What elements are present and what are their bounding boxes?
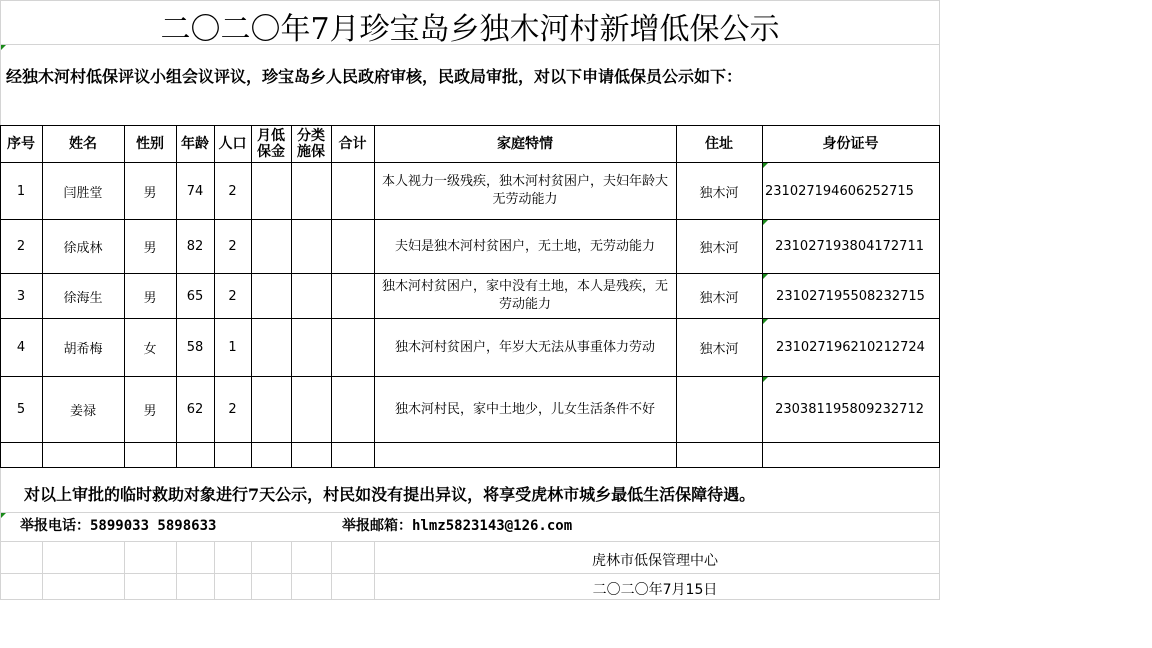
header-monthly-line1: 月低 [257, 128, 285, 144]
header-pop: 人口 [218, 136, 247, 152]
cell-id: 231027195508232715 [776, 288, 925, 304]
cell-pop: 1 [228, 340, 237, 355]
gridline [0, 541, 940, 542]
cell-pop: 2 [228, 288, 237, 304]
cell-gender: 男 [143, 290, 157, 306]
header-id: 身份证号 [822, 136, 879, 152]
report-phone: 举报电话：5899033 5898633 [20, 518, 217, 534]
page-title: 二〇二〇年7月珍宝岛乡独木河村新增低保公示 [160, 12, 780, 47]
cell-age: 58 [186, 340, 204, 355]
gridline [291, 541, 292, 600]
cell-address [676, 377, 762, 442]
cell-no: 1 [16, 183, 26, 199]
gridline [251, 541, 252, 600]
footer-date: 二〇二〇年7月15日 [592, 582, 718, 598]
gridline [0, 512, 940, 513]
cell-marker [1, 513, 6, 518]
cell-age: 74 [186, 183, 204, 199]
gridline [331, 541, 332, 600]
cell-no: 3 [16, 288, 26, 304]
header-family: 家庭特情 [497, 136, 553, 152]
cell-family: 独木河村民，家中土地少，儿女生活条件不好 [394, 401, 655, 417]
cell-pop: 2 [228, 239, 237, 254]
gridline [214, 541, 215, 600]
cell-family: 独木河村贫困户，家中没有土地，本人是残疾，无劳动能力 [381, 279, 668, 312]
header-monthly-line2: 保金 [257, 144, 285, 160]
cell-name: 闫胜堂 [63, 185, 103, 201]
gridline [42, 541, 43, 600]
cell-id: 230381195809232712 [775, 402, 924, 417]
cell-address: 独木河 [699, 241, 739, 256]
cell-address: 独木河 [699, 290, 739, 306]
cell-id: 231027196210212724 [776, 340, 925, 355]
header-total: 合计 [338, 136, 367, 152]
cell-pop: 2 [228, 183, 237, 199]
cell-pop: 2 [228, 402, 237, 417]
table-border [0, 442, 940, 443]
header-address: 住址 [705, 136, 733, 152]
cell-age: 62 [186, 402, 204, 417]
footer-org: 虎林市低保管理中心 [592, 553, 718, 569]
cell-id: 231027194606252715 [765, 183, 914, 199]
cell-name: 徐海生 [63, 290, 103, 306]
header-category [291, 126, 331, 162]
cell-gender: 男 [143, 404, 157, 419]
header-category-line2: 施保 [297, 144, 325, 160]
notice-text: 对以上审批的临时救助对象进行7天公示，村民如没有提出异议，将享受虎林市城乡最低生活保障待遇。 [24, 485, 756, 504]
header-gender: 性别 [136, 136, 164, 152]
header-monthly [251, 126, 291, 162]
cell-family: 夫妇是独木河村贫困户，无土地，无劳动能力 [394, 238, 655, 254]
gridline [176, 541, 177, 600]
cell-name: 胡希梅 [63, 342, 103, 357]
table-border [0, 467, 940, 468]
cell-age: 82 [186, 239, 204, 254]
table-border [251, 125, 252, 468]
cell-address: 独木河 [699, 185, 739, 201]
header-category-line1: 分类 [297, 128, 325, 144]
gridline [0, 599, 940, 600]
intro-text: 经独木河村低保评议小组会议评议，珍宝岛乡人民政府审核，民政局审批，对以下申请低保员公示如下： [6, 67, 743, 86]
cell-no: 2 [16, 239, 26, 254]
cell-name: 徐成林 [63, 241, 103, 256]
cell-name: 姜禄 [69, 404, 96, 419]
table-border [331, 125, 332, 468]
cell-family: 独木河村贫困户，年岁大无法从事重体力劳动 [394, 339, 655, 355]
header-age: 年龄 [181, 136, 209, 152]
gridline [0, 0, 940, 1]
header-no: 序号 [7, 136, 35, 152]
cell-age: 65 [186, 288, 204, 304]
gridline [374, 541, 375, 600]
cell-gender: 男 [143, 241, 157, 256]
cell-no: 4 [16, 340, 26, 355]
table-border [939, 125, 940, 468]
cell-no: 5 [16, 402, 26, 417]
gridline [0, 573, 940, 574]
cell-family: 本人视力一级残疾，独木河村贫困户，夫妇年龄大无劳动能力 [381, 174, 668, 207]
table-border [291, 125, 292, 468]
cell-gender: 男 [143, 185, 157, 201]
gridline [124, 541, 125, 600]
cell-address: 独木河 [699, 342, 739, 357]
cell-id: 231027193804172711 [775, 239, 924, 254]
cell-gender: 女 [143, 342, 157, 357]
report-email: 举报邮箱：hlmz5823143@126.com [342, 518, 573, 534]
header-name: 姓名 [69, 136, 97, 152]
